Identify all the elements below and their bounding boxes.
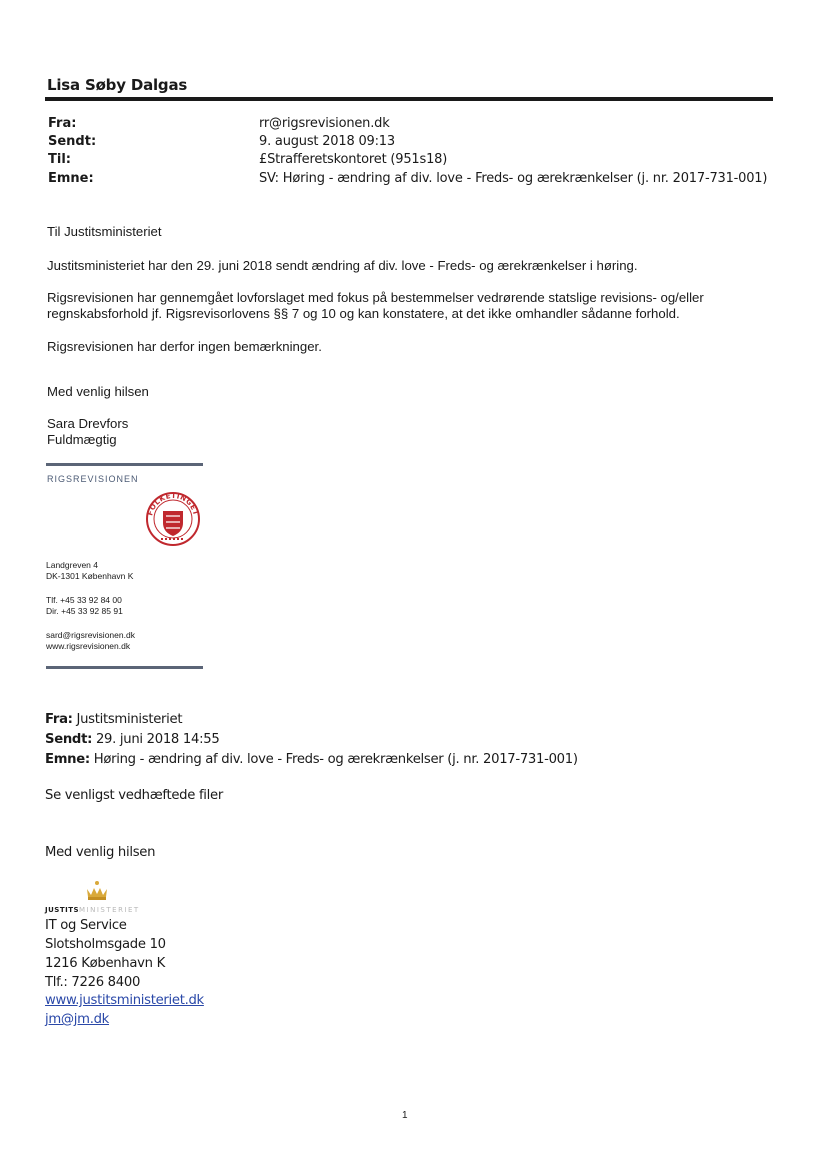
sent-value: 9. august 2018 09:13 (259, 134, 395, 149)
to-value: £Strafferetskontoret (951s18) (259, 152, 448, 167)
seal-text: FOLKETINGET (146, 491, 200, 517)
rr-website[interactable]: www.rigsrevisionen.dk (46, 641, 131, 651)
rigsrevisionen-logo: RIGSREVISIONEN (47, 474, 139, 484)
body-paragraph-2-line-1: Rigsrevisionen har gennemgået lovforslaget med fokus på bestemmelser vedrørende statslige revisions- og/eller (47, 290, 704, 305)
jm-unit: IT og Service (45, 918, 127, 933)
forwarded-body-text: Se venligst vedhæftede filer (45, 788, 223, 803)
signer-title: Fuldmægtig (47, 432, 117, 447)
body-paragraph-1: Justitsministeriet har den 29. juni 2018 sendt ændring af div. love - Freds- og ærekrænkelser i høring. (47, 258, 638, 273)
subject-label: Emne: (48, 171, 94, 186)
jm-phone: Tlf.: 7226 8400 (45, 975, 141, 990)
forwarded-sent: Sendt: 29. juni 2018 14:55 (45, 732, 220, 747)
signature-rule-top (46, 463, 203, 466)
closing: Med venlig hilsen (47, 384, 149, 399)
signer-name: Sara Drevfors (47, 416, 129, 431)
crown-icon (84, 880, 110, 902)
body-paragraph-3: Rigsrevisionen har derfor ingen bemærkninger. (47, 339, 322, 354)
jm-street: Slotsholmsgade 10 (45, 937, 166, 952)
forwarded-closing: Med venlig hilsen (45, 845, 156, 860)
folketinget-seal-icon (141, 491, 205, 547)
rr-phone: Tlf. +45 33 92 84 00 (46, 595, 122, 605)
signature-rule-bottom (46, 666, 203, 669)
sender-name: Lisa Søby Dalgas (47, 76, 188, 94)
page-number: 1 (402, 1110, 408, 1121)
jm-email-link[interactable]: jm@jm.dk (45, 1012, 110, 1027)
rr-direct-phone: Dir. +45 33 92 85 91 (46, 606, 123, 616)
body-paragraph-2-line-2: regnskabsforhold jf. Rigsrevisorlovens §§ 7 og 10 og kan konstatere, at det ikke omhandler sådanne forhold. (47, 306, 680, 321)
rr-address-line-2: DK-1301 København K (46, 571, 134, 581)
rr-address-line-1: Landgreven 4 (46, 560, 98, 570)
sent-label: Sendt: (48, 134, 97, 149)
forwarded-subject: Emne: Høring - ændring af div. love - Freds- og ærekrænkelser (j. nr. 2017-731-001) (45, 752, 578, 767)
forwarded-from: Fra: Justitsministeriet (45, 712, 183, 727)
to-label: Til: (48, 152, 71, 167)
jm-city: 1216 København K (45, 956, 165, 971)
rr-email[interactable]: sard@rigsrevisionen.dk (46, 630, 135, 640)
salutation: Til Justitsministeriet (47, 224, 162, 239)
from-label: Fra: (48, 116, 77, 131)
justitsministeriet-logo: JUSTITSMINISTERIET (45, 906, 140, 914)
from-value[interactable]: rr@rigsrevisionen.dk (259, 116, 390, 131)
header-rule (45, 97, 773, 101)
jm-website-link[interactable]: www.justitsministeriet.dk (45, 993, 204, 1008)
subject-value: SV: Høring - ændring af div. love - Freds- og ærekrænkelser (j. nr. 2017-731-001) (259, 171, 768, 186)
